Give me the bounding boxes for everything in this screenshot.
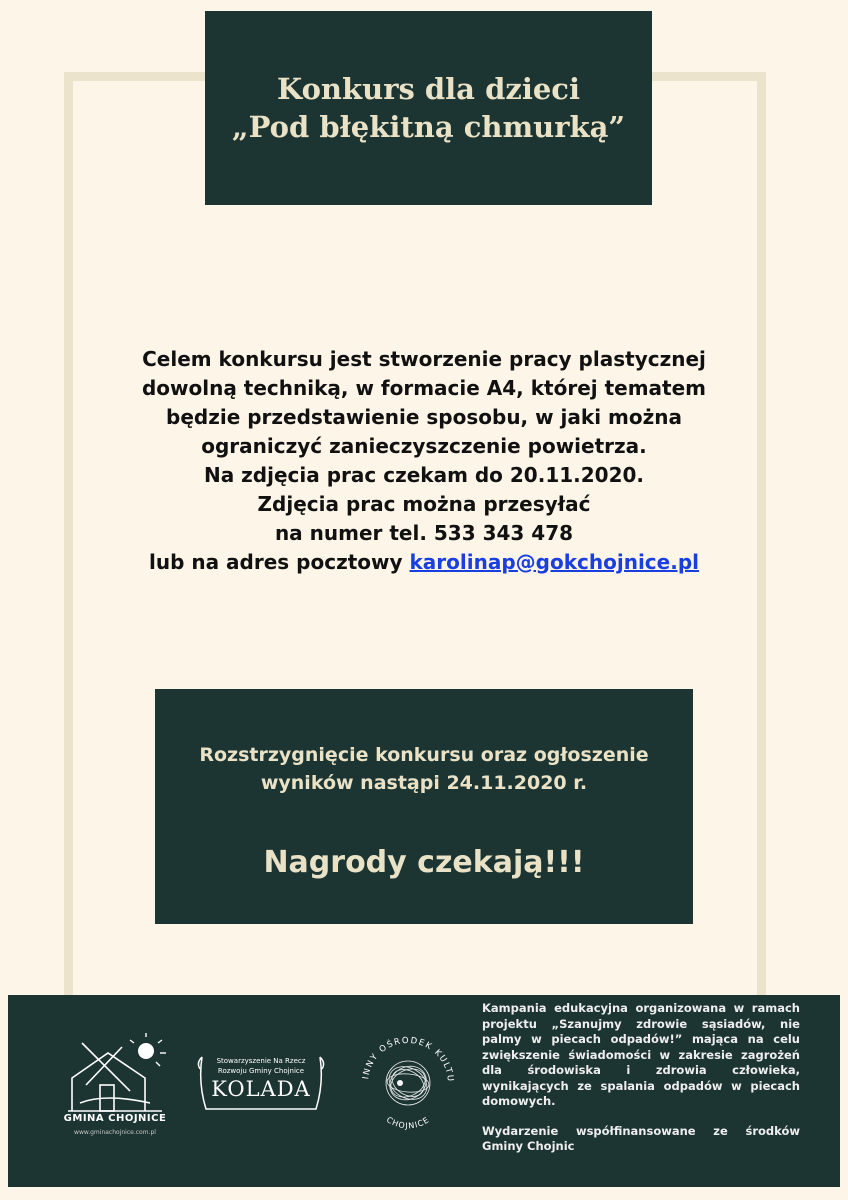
gok-chojnice-logo xyxy=(358,1025,458,1135)
result-box xyxy=(155,689,693,924)
gok-bottom-text: CHOJNICE xyxy=(384,1115,432,1131)
contest-description xyxy=(100,345,748,577)
deadline-line: Na zdjęcia prac czekam do 20.11.2020. xyxy=(203,463,645,487)
description-line: Celem konkursu jest stworzenie pracy plastycznej xyxy=(142,347,706,371)
title-box xyxy=(205,11,652,205)
result-announcement xyxy=(155,741,693,797)
svg-text:CHOJNICE xyxy=(385,1115,431,1130)
gmina-url: www.gminachojnice.com.pl xyxy=(74,1129,156,1136)
description-line: Zdjęcia prac można przesyłać xyxy=(257,492,591,516)
description-line: dowolną techniką, w formacie A4, której tematem xyxy=(141,376,707,400)
phone-line: na numer tel. 533 343 478 xyxy=(274,521,574,545)
gmina-chojnice-logo xyxy=(60,1033,170,1136)
email-line xyxy=(100,548,748,577)
windmill-icon xyxy=(60,1033,170,1113)
result-line-2: wyników nastąpi 24.11.2020 r. xyxy=(260,772,588,794)
prizes-heading: Nagrody czekają!!! xyxy=(263,845,585,880)
result-line-1: Rozstrzygnięcie konkursu oraz ogłoszenie xyxy=(199,744,649,766)
email-prefix: lub na adres pocztowy xyxy=(148,550,410,574)
description-line: ograniczyć zanieczyszczenie powietrza. xyxy=(201,434,647,458)
kolada-line-2: Rozwoju Gminy Chojnice xyxy=(217,1067,305,1075)
kolada-line-1: Stowarzyszenie Na Rzecz xyxy=(216,1057,306,1065)
email-link[interactable]: karolinap@gokchojnice.pl xyxy=(409,550,699,574)
kolada-name: KOLADA xyxy=(211,1077,311,1101)
title-line-2: „Pod błękitną chmurką” xyxy=(231,110,626,144)
campaign-info xyxy=(482,1001,800,1155)
svg-text:GMINNY OŚRODEK KULTURY xyxy=(358,1025,455,1083)
footer xyxy=(8,995,840,1187)
kolada-logo xyxy=(196,1053,326,1115)
description-line: będzie przedstawienie sposobu, w jaki można xyxy=(166,405,682,429)
gmina-name: GMINA CHOJNICE xyxy=(63,1113,167,1124)
title-line-1: Konkurs dla dzieci xyxy=(277,72,580,106)
campaign-text: Kampania edukacyjna organizowana w ramach projektu „Szanujmy zdrowie sąsiadów, nie palmy w piecach odpadów!” mająca na celu zwiększenie świadomości w zakresie zagrożeń dla środowiska i zdrowia człowieka, wynikających ze spalania odpadów w piecach domowych. xyxy=(482,1001,800,1108)
cofinancing-text: Wydarzenie współfinansowane ze środków Gminy Chojnic xyxy=(482,1123,800,1153)
gok-top-text: INNY OŚRODEK KULTU xyxy=(361,1035,456,1084)
gok-emblem-icon xyxy=(358,1025,458,1135)
